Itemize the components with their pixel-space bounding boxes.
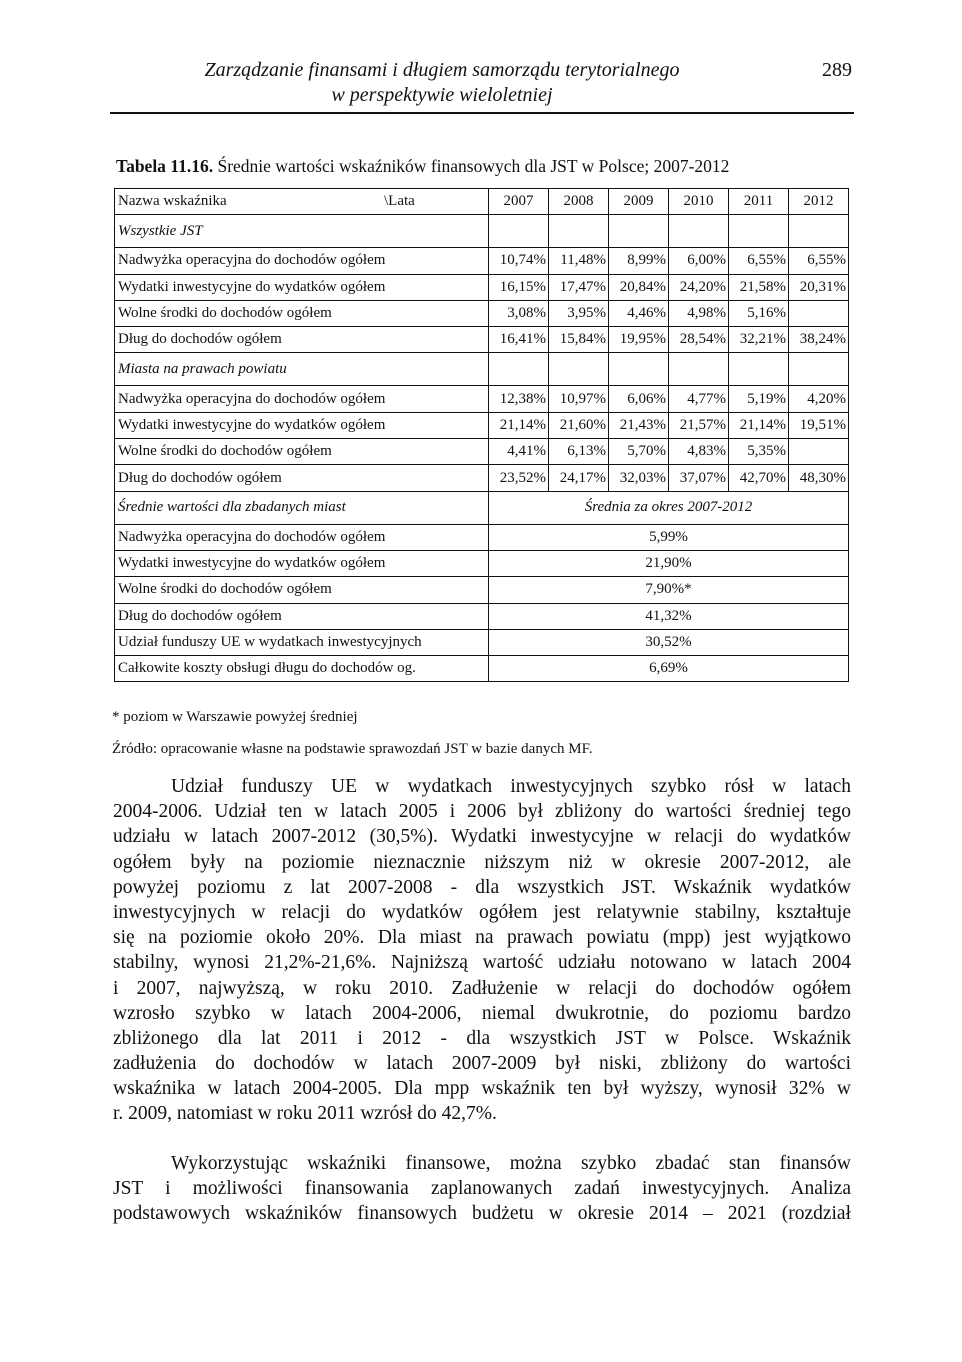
cell-value: 48,30% (789, 465, 849, 491)
average-value: 5,99% (489, 524, 849, 550)
cell-value: 4,77% (669, 386, 729, 412)
average-value: 6,69% (489, 656, 849, 682)
cell-value: 21,14% (489, 412, 549, 438)
cell-value: 28,54% (669, 327, 729, 353)
cell-value: 3,08% (489, 300, 549, 326)
cell-value: 4,46% (609, 300, 669, 326)
cell-value: 6,55% (729, 248, 789, 274)
row-name: Wolne środki do dochodów ogółem (115, 439, 489, 465)
header-year: 2009 (609, 189, 669, 215)
header-year: 2010 (669, 189, 729, 215)
cell-value: 5,35% (729, 439, 789, 465)
cell-value: 11,48% (549, 248, 609, 274)
header-year: 2007 (489, 189, 549, 215)
cell-value (789, 300, 849, 326)
cell-value: 12,38% (489, 386, 549, 412)
cell-value: 21,43% (609, 412, 669, 438)
table-row (115, 465, 849, 491)
table-row (115, 603, 849, 629)
cell-value: 10,74% (489, 248, 549, 274)
header-year: 2008 (549, 189, 609, 215)
cell-value: 6,55% (789, 248, 849, 274)
cell-value: 32,03% (609, 465, 669, 491)
cell-value: 21,60% (549, 412, 609, 438)
empty-cell (489, 353, 549, 386)
body-paragraph (113, 1151, 851, 1227)
row-name: Całkowite koszty obsługi długu do dochodów og. (115, 656, 489, 682)
cell-value: 15,84% (549, 327, 609, 353)
cell-value: 20,31% (789, 274, 849, 300)
cell-value: 6,13% (549, 439, 609, 465)
cell-value: 5,16% (729, 300, 789, 326)
cell-value: 20,84% (609, 274, 669, 300)
paragraph-line: udziału w latach 2007-2012 (30,5%). Wydatki inwestycyjne w relacji do wydatków (113, 826, 851, 848)
header-name-label: Nazwa wskaźnika (118, 193, 227, 210)
empty-cell (609, 215, 669, 248)
row-name: Nadwyżka operacyjna do dochodów ogółem (115, 386, 489, 412)
paragraph-line: stabilny, wynosi 21,2%-21,6%. Najniższą wartość udziału notowano w latach 2004 (113, 952, 851, 974)
page-number: 289 (822, 59, 852, 81)
cell-value: 10,97% (549, 386, 609, 412)
cell-value: 5,70% (609, 439, 669, 465)
empty-cell (789, 215, 849, 248)
cell-value: 21,14% (729, 412, 789, 438)
paragraph-line: Wykorzystując wskaźniki finansowe, można szybko zbadać stan finansów (171, 1153, 851, 1174)
paragraph-line: inwestycyjnych w relacji do wydatków ogółem jest relatywnie stabilny, kształtuje (113, 901, 851, 923)
empty-cell (669, 353, 729, 386)
paragraph-line: wzrosło szybko w latach 2004-2006, niemal dwukrotnie, do poziomu bardzo (113, 1002, 851, 1024)
row-name: Wolne środki do dochodów ogółem (115, 300, 489, 326)
header-year: 2011 (729, 189, 789, 215)
cell-value: 4,83% (669, 439, 729, 465)
empty-cell (549, 215, 609, 248)
empty-cell (609, 353, 669, 386)
cell-value: 21,58% (729, 274, 789, 300)
body-paragraph (113, 774, 851, 1127)
section-title: Miasta na prawach powiatu (115, 353, 489, 386)
cell-value: 32,21% (729, 327, 789, 353)
cell-value: 4,41% (489, 439, 549, 465)
cell-value (789, 439, 849, 465)
cell-value: 4,98% (669, 300, 729, 326)
cell-value: 4,20% (789, 386, 849, 412)
table-caption (116, 156, 729, 177)
header-rule (110, 112, 854, 114)
table-row (115, 550, 849, 576)
section-row (115, 491, 849, 524)
paragraph-line: się na poziomie około 20%. Dla miast na prawach powiatu (mpp) jest wyjątkowo (113, 927, 851, 949)
table-row (115, 412, 849, 438)
table-row (115, 577, 849, 603)
table-row (115, 439, 849, 465)
section-row (115, 353, 849, 386)
period-label: Średnia za okres 2007-2012 (489, 491, 849, 524)
empty-cell (549, 353, 609, 386)
cell-value: 37,07% (669, 465, 729, 491)
paragraph-line: powyżej poziomu z lat 2007-2008 - dla wszystkich JST. Wskaźnik wydatków (113, 876, 851, 898)
table-header-row (115, 189, 849, 215)
cell-value: 24,20% (669, 274, 729, 300)
cell-value: 8,99% (609, 248, 669, 274)
table-row (115, 248, 849, 274)
cell-value: 42,70% (729, 465, 789, 491)
cell-value: 19,95% (609, 327, 669, 353)
paragraph-line: zadłużenia do dochodów w latach 2007-2009 był niski, zbliżony do wartości (113, 1053, 851, 1075)
running-title-line2: w perspektywie wieloletniej (331, 84, 553, 106)
header-cell-name (115, 189, 489, 215)
table-row (115, 386, 849, 412)
running-header (110, 58, 854, 112)
cell-value: 5,19% (729, 386, 789, 412)
cell-value: 23,52% (489, 465, 549, 491)
section-row (115, 215, 849, 248)
cell-value: 16,15% (489, 274, 549, 300)
row-name: Dług do dochodów ogółem (115, 603, 489, 629)
empty-cell (729, 215, 789, 248)
row-name: Wydatki inwestycyjne do wydatków ogółem (115, 412, 489, 438)
row-name: Wydatki inwestycyjne do wydatków ogółem (115, 550, 489, 576)
paragraph-line: r. 2009, natomiast w roku 2011 wzrósł do 42,7%. (113, 1103, 497, 1125)
row-name: Dług do dochodów ogółem (115, 327, 489, 353)
paragraph-line: wskaźnika w latach 2004-2005. Dla mpp wskaźnik ten był wyższy, wynosił 32% w (113, 1078, 851, 1100)
table-caption-text: Średnie wartości wskaźników finansowych dla JST w Polsce; 2007-2012 (213, 156, 730, 176)
row-name: Wydatki inwestycyjne do wydatków ogółem (115, 274, 489, 300)
header-lata-label: \Lata (384, 193, 415, 210)
empty-cell (669, 215, 729, 248)
cell-value: 6,06% (609, 386, 669, 412)
indicators-table (114, 188, 849, 682)
section-title: Wszystkie JST (115, 215, 489, 248)
table-row (115, 327, 849, 353)
running-title-line1: Zarządzanie finansami i długiem samorządu terytorialnego (204, 59, 680, 81)
cell-value: 38,24% (789, 327, 849, 353)
table-row (115, 524, 849, 550)
row-name: Nadwyżka operacyjna do dochodów ogółem (115, 524, 489, 550)
paragraph-line: 2004-2006. Udział ten w latach 2005 i 2006 był zbliżony do wartości średniej tego (113, 801, 851, 823)
empty-cell (489, 215, 549, 248)
paragraph-line: JST i możliwości finansowania zaplanowanych zadań inwestycyjnych. Analiza (113, 1178, 851, 1200)
footnote-asterisk: * poziom w Warszawie powyżej średniej (112, 709, 358, 725)
running-title (110, 58, 774, 108)
cell-value: 24,17% (549, 465, 609, 491)
cell-value: 3,95% (549, 300, 609, 326)
cell-value: 6,00% (669, 248, 729, 274)
paragraph-line: i 2007, najwyższą, w roku 2010. Zadłużenie w relacji do dochodów ogółem (113, 977, 851, 999)
row-name: Wolne środki do dochodów ogółem (115, 577, 489, 603)
paragraph-line: podstawowych wskaźników finansowych budżetu w okresie 2014 – 2021 (rozdział (113, 1203, 851, 1225)
average-value: 7,90%* (489, 577, 849, 603)
average-value: 30,52% (489, 629, 849, 655)
cell-value: 21,57% (669, 412, 729, 438)
table-caption-label: Tabela 11.16. (116, 156, 214, 176)
cell-value: 16,41% (489, 327, 549, 353)
average-value: 41,32% (489, 603, 849, 629)
cell-value: 19,51% (789, 412, 849, 438)
row-name: Udział funduszy UE w wydatkach inwestycyjnych (115, 629, 489, 655)
paragraph-line: zbliżonego dla lat 2011 i 2012 - dla wszystkich JST w Polsce. Wskaźnik (113, 1027, 851, 1049)
footnote-source: Źródło: opracowanie własne na podstawie sprawozdań JST w bazie danych MF. (112, 741, 593, 757)
row-name: Nadwyżka operacyjna do dochodów ogółem (115, 248, 489, 274)
paragraph-line: Udział funduszy UE w wydatkach inwestycyjnych szybko rósł w latach (171, 776, 851, 797)
row-name: Dług do dochodów ogółem (115, 465, 489, 491)
section-title: Średnie wartości dla zbadanych miast (115, 491, 489, 524)
empty-cell (789, 353, 849, 386)
header-year: 2012 (789, 189, 849, 215)
cell-value: 17,47% (549, 274, 609, 300)
table-row (115, 300, 849, 326)
table-row (115, 656, 849, 682)
table-row (115, 629, 849, 655)
paragraph-line: ogółem były na poziomie nieznacznie niższym niż w okresie 2007-2012, ale (113, 851, 851, 873)
table-row (115, 274, 849, 300)
average-value: 21,90% (489, 550, 849, 576)
empty-cell (729, 353, 789, 386)
